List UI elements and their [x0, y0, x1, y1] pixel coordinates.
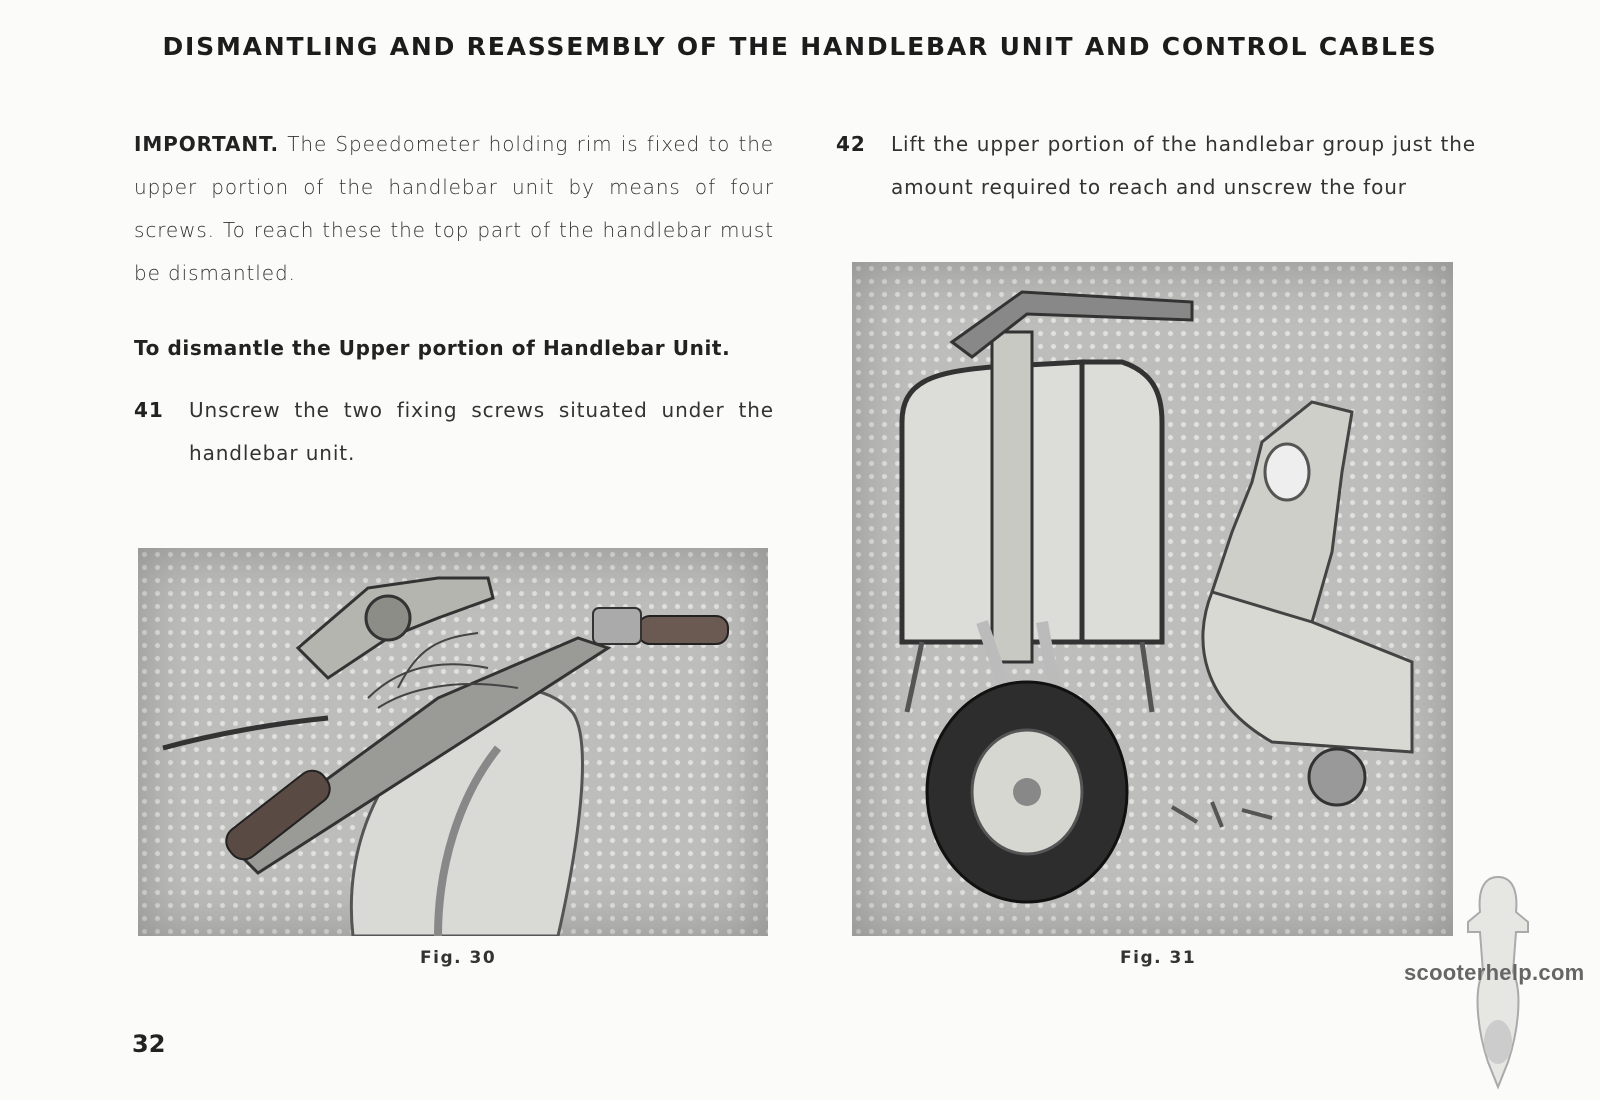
- page-number: 32: [132, 1030, 166, 1058]
- step-42: [836, 123, 1476, 209]
- step-number: 42: [836, 132, 866, 156]
- step-text: Lift the upper portion of the handlebar group just the amount required to reach and unscrew the four: [891, 132, 1476, 199]
- watermark-text: scooterhelp.com: [1404, 960, 1585, 985]
- page-title: DISMANTLING AND REASSEMBLY OF THE HANDLEBAR UNIT AND CONTROL CABLES: [162, 32, 1438, 61]
- figure-31-caption: Fig. 31: [1120, 948, 1197, 968]
- step-41: [134, 389, 774, 475]
- important-text: The Speedometer holding rim is fixed to the upper portion of the handlebar unit by means of four screws. To reach these the top part of the handlebar must be dismantled.: [134, 132, 774, 285]
- important-label: IMPORTANT.: [134, 132, 280, 156]
- figure-30-caption: Fig. 30: [420, 948, 497, 968]
- important-paragraph: [134, 123, 774, 295]
- step-text: Unscrew the two fixing screws situated under the handlebar unit.: [189, 398, 774, 465]
- handlebar-illustration: [138, 548, 768, 936]
- scooter-front-illustration: [852, 262, 1453, 936]
- section-subheading: To dismantle the Upper portion of Handlebar Unit.: [134, 336, 731, 360]
- figure-30-photo: [138, 548, 768, 936]
- step-number: 41: [134, 398, 164, 422]
- figure-31-photo: [852, 262, 1453, 936]
